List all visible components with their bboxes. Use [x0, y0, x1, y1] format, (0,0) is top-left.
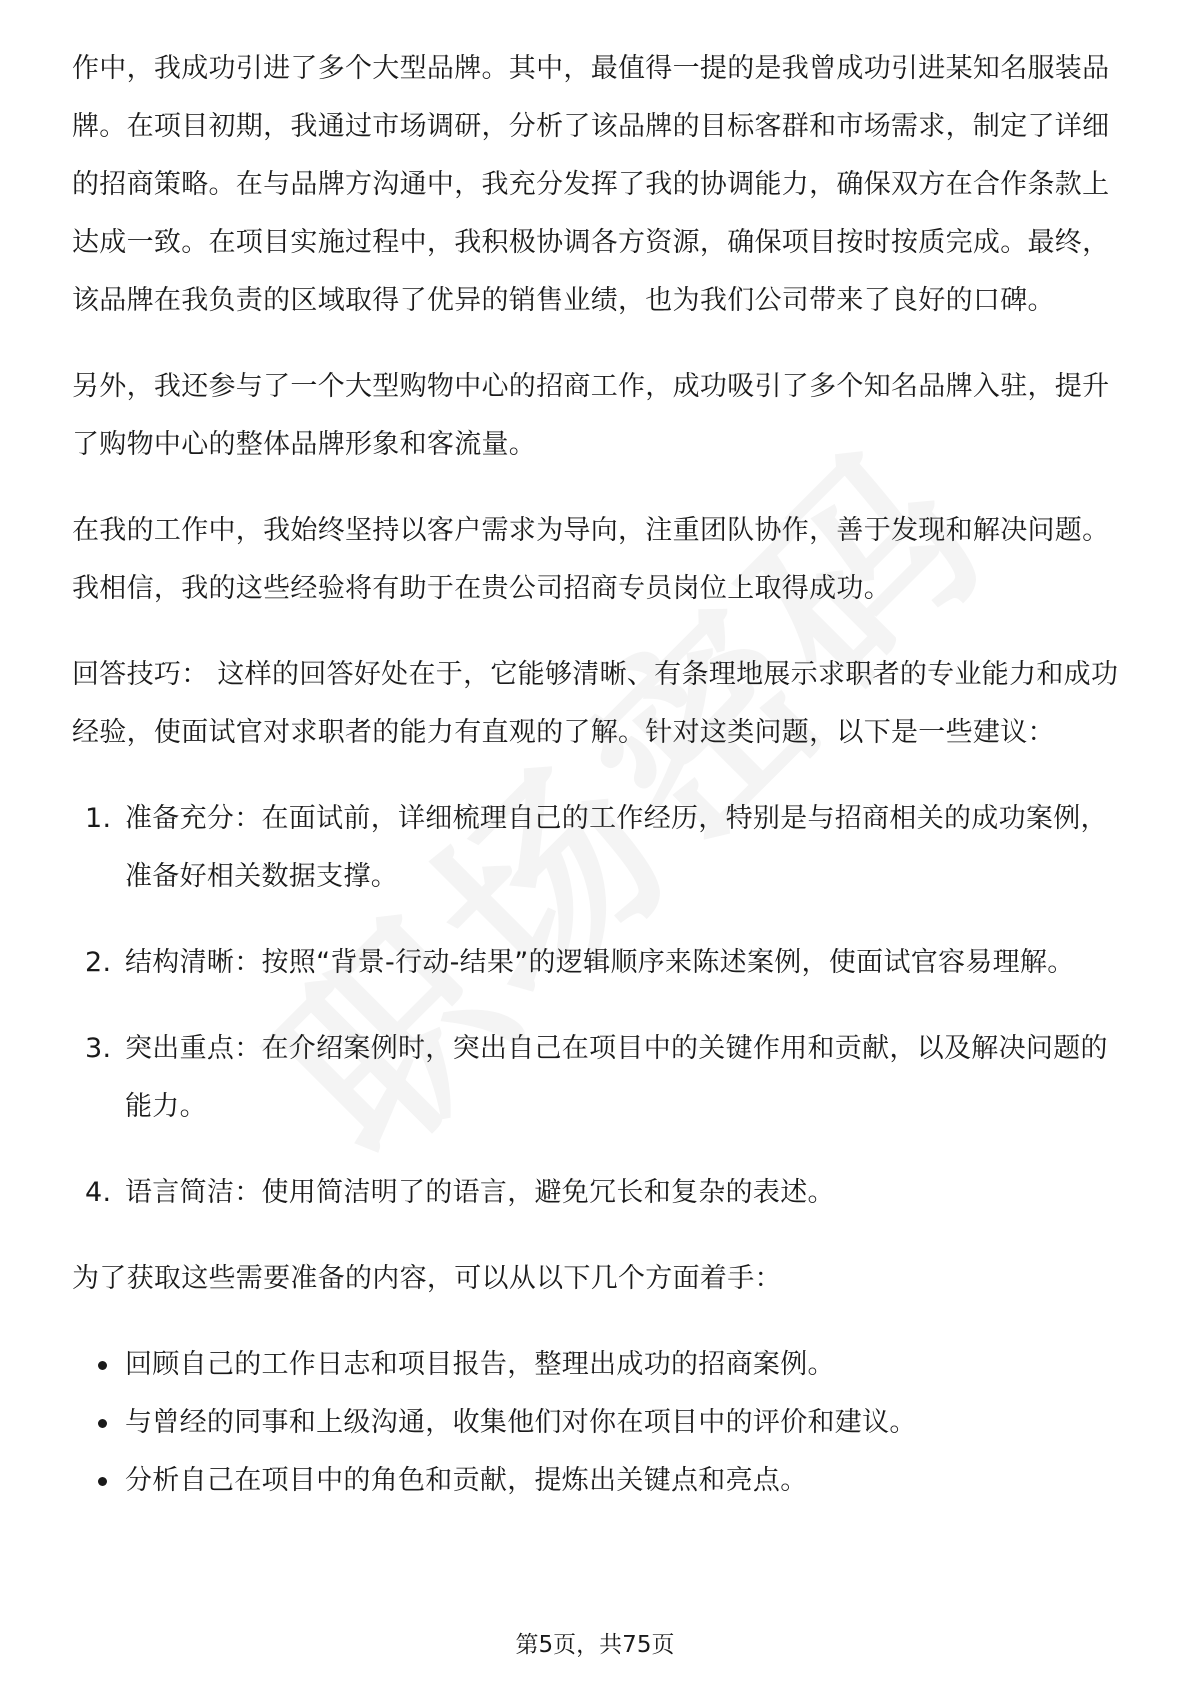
list-item: [72, 1020, 1122, 1136]
document-body: [72, 40, 1122, 1538]
bullet-dot-icon: [98, 1361, 107, 1370]
paragraph-tips: 回答技巧： 这样的回答好处在于，它能够清晰、有条理地展示求职者的专业能力和成功经验，使面试官对求职者的能力有直观的了解。针对这类问题，以下是一些建议：: [72, 659, 1119, 748]
list-item: [72, 1336, 1122, 1394]
list-item-text: 与曾经的同事和上级沟通，收集他们对你在项目中的评价和建议。: [125, 1407, 917, 1438]
list-number: 3.: [85, 1033, 112, 1064]
list-item: [72, 1394, 1122, 1452]
list-item-text: 准备充分：在面试前，详细梳理自己的工作经历，特别是与招商相关的成功案例，准备好相关数据支撑。: [125, 803, 1108, 892]
list-item-text: 回顾自己的工作日志和项目报告，整理出成功的招商案例。: [125, 1349, 835, 1380]
list-item-text: 结构清晰：按照“背景-行动-结果”的逻辑顺序来陈述案例，使面试官容易理解。: [125, 947, 1075, 978]
list-number: 2.: [85, 947, 112, 978]
paragraph-2: 另外，我还参与了一个大型购物中心的招商工作，成功吸引了多个知名品牌入驻，提升了购物中心的整体品牌形象和客流量。: [72, 371, 1110, 460]
list-item-text: 突出重点：在介绍案例时，突出自己在项目中的关键作用和贡献，以及解决问题的能力。: [125, 1033, 1108, 1122]
list-item-text: 语言简洁：使用简洁明了的语言，避免冗长和复杂的表述。: [125, 1177, 835, 1208]
list-item: [72, 1164, 1122, 1222]
list-item: [72, 790, 1122, 906]
list-item: [72, 934, 1122, 992]
list-item-text: 分析自己在项目中的角色和贡献，提炼出关键点和亮点。: [125, 1465, 808, 1496]
list-number: 4.: [85, 1177, 112, 1208]
paragraph-bullets-intro: 为了获取这些需要准备的内容，可以从以下几个方面着手：: [72, 1263, 782, 1294]
page-footer: 第5页，共75页: [515, 1632, 675, 1658]
bullet-dot-icon: [98, 1419, 107, 1428]
list-item: [72, 1452, 1122, 1510]
numbered-list: [72, 790, 1122, 1222]
bullet-dot-icon: [98, 1477, 107, 1486]
list-number: 1.: [85, 803, 112, 834]
paragraph-3: 在我的工作中，我始终坚持以客户需求为导向，注重团队协作，善于发现和解决问题。我相信，我的这些经验将有助于在贵公司招商专员岗位上取得成功。: [72, 515, 1110, 604]
paragraph-1: 作中，我成功引进了多个大型品牌。其中，最值得一提的是我曾成功引进某知名服装品牌。在项目初期，我通过市场调研，分析了该品牌的目标客群和市场需求，制定了详细的招商策略。在与品牌方沟通中，我充分发挥了我的协调能力，确保双方在合作条款上达成一致。在项目实施过程中，我积极协调各方资源，确保项目按时按质完成。最终，该品牌在我负责的区域取得了优异的销售业绩，也为我们公司带来了良好的口碑。: [72, 53, 1110, 316]
bullet-list: [72, 1336, 1122, 1510]
